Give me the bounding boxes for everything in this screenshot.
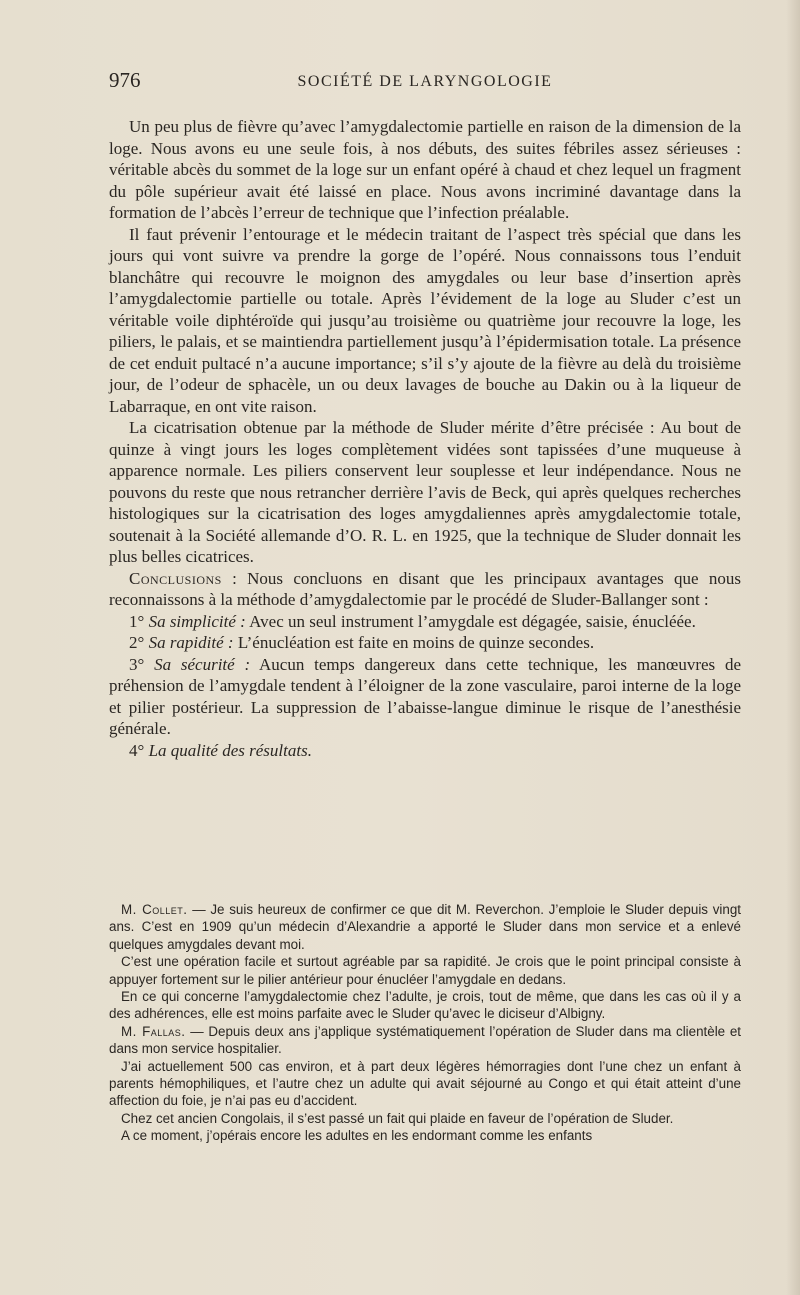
discussion-paragraph: A ce moment, j’opérais encore les adultes en les endormant comme les enfants (121, 1128, 593, 1144)
list-label: Sa simplicité : (148, 611, 246, 631)
list-text: Avec un seul instrument l’amygdale est dégagée, saisie, énucléée. (245, 611, 696, 631)
discussion-text: — Depuis deux ans j’applique systématiquement l’opération de Sluder dans ma clientèle et dans mon service hospitalier. (109, 1023, 742, 1057)
list-number: 3° (129, 654, 155, 674)
page-header (109, 68, 741, 98)
list-text: Aucun temps dangereux dans cette technique, les manœuvres de préhension de l’amygdale tendent à l’éloigner de la zone vasculaire, paroi interne de la loge et pilier postérieur. La suppression de l’abaisse-langue diminue le risque de l’anesthésie générale. (109, 654, 741, 738)
conclusions-paragraph (109, 568, 741, 611)
discussion-section (109, 901, 741, 1145)
list-label: La qualité des résultats. (148, 740, 312, 760)
conclusions-text: : Nous concluons en disant que les principaux avantages que nous reconnaissons à la méthode d’amygdalectomie par le procédé de Sluder-Ballanger sont : (109, 568, 741, 609)
list-item (109, 632, 741, 654)
list-label: Sa rapidité : (148, 633, 234, 652)
discussion-paragraph: En ce qui concerne l’amygdalectomie chez l’adulte, je crois, tout de même, que dans les cas où il y a des adhérences, elle est moins parfaite avec le Sluder qu’avec le diciseur d’Albigny. (109, 989, 741, 1022)
paragraph: Un peu plus de fièvre qu’avec l’amygdalectomie partielle en raison de la dimension de la loge. Nous avons eu une seule fois, à nos débuts, des suites fébriles assez sérieuses : véritable abcès du sommet de la loge sur un enfant opéré à chaud et chez lequel un fragment du pôle supérieur avait été laissé en place. Nous avons incriminé davantage dans la formation de l’abcès l’erreur de technique que l’infection préalable. (109, 117, 741, 222)
list-text: L’énucléation est faite en moins de quinze secondes. (233, 633, 595, 652)
discussion-paragraph (109, 1023, 741, 1058)
discussion-paragraph (109, 901, 741, 953)
paragraph: La cicatrisation obtenue par la méthode de Sluder mérite d’être précisée : Au bout de quinze à vingt jours les loges complètement vidées sont tapissées d’une muqueuse à apparence normale. Les piliers conservent leur souplesse et leur indépendance. Nous ne pouvons du reste que nous retrancher derrière l’avis de Beck, qui après quelques recherches histologiques sur la cicatrisation des loges amygdaliennes après amygdalectomie totale, soutenait à la Société allemande d’O. R. L. en 1925, que la technique de Sluder donnait les plus belles cicatrices. (109, 418, 741, 566)
list-number: 4° (129, 740, 149, 760)
list-number: 2° (129, 633, 149, 652)
discussion-paragraph: J’ai actuellement 500 cas environ, et à part deux légères hémorragies dont l’une chez un enfant à parents hémophiliques, et l’autre chez un adulte qui avait séjourné au Congo et qui était atteint d’une affection du foie, je n’ai pas eu d’accident. (109, 1058, 741, 1109)
list-number: 1° (129, 611, 149, 631)
conclusions-label: Conclusions (129, 568, 222, 588)
running-title: SOCIÉTÉ DE LARYNGOLOGIE (297, 73, 553, 90)
discussion-paragraph: C’est une opération facile et surtout agréable par sa rapidité. Je crois que le point principal consiste à appuyer fortement sur le pilier antérieur pour énucléer l’amygdale en dedans. (109, 954, 741, 987)
list-item (109, 611, 741, 633)
page-edge-shadow (786, 0, 800, 1295)
speaker-name: M. Fallas. (121, 1023, 186, 1039)
list-label: Sa sécurité : (154, 654, 251, 674)
list-item (109, 654, 741, 740)
list-item (109, 740, 741, 762)
discussion-text: — Je suis heureux de confirmer ce que dit M. Reverchon. J’emploie le Sluder depuis vingt ans. C’est en 1909 qu’un médecin d’Alexandrie a apporté le Sluder dans mon service et a enlevé quelques amygdales devant moi. (109, 902, 741, 952)
page-number: 976 (109, 68, 141, 92)
discussion-paragraph: Chez cet ancien Congolais, il s’est passé un fait qui plaide en faveur de l’opération de Sluder. (121, 1110, 674, 1126)
main-text (109, 116, 741, 761)
paragraph: Il faut prévenir l’entourage et le médecin traitant de l’aspect très spécial que dans les jours qui vont suivre va prendre la gorge de l’opéré. Nous connaissons tous l’enduit blanchâtre qui recouvre le moignon des amygdales ou leur base d’insertion après l’amygdalectomie partielle ou totale. Après l’évidement de la loge au Sluder c’est un véritable voile diphtéroïde qui jusqu’au troisième ou quatrième jour recouvre la loge, les piliers, le palais, et se maintiendra partiellement jusqu’à l’épidermisation totale. La présence de cet enduit pultacé n’a aucune importance; s’il s’y ajoute de la fièvre au delà du troisième jour, de l’odeur de sphacèle, un ou deux lavages de bouche au Dakin ou à la liqueur de Labarraque, en ont vite raison. (109, 224, 741, 416)
speaker-name: M. Collet. (121, 902, 188, 917)
